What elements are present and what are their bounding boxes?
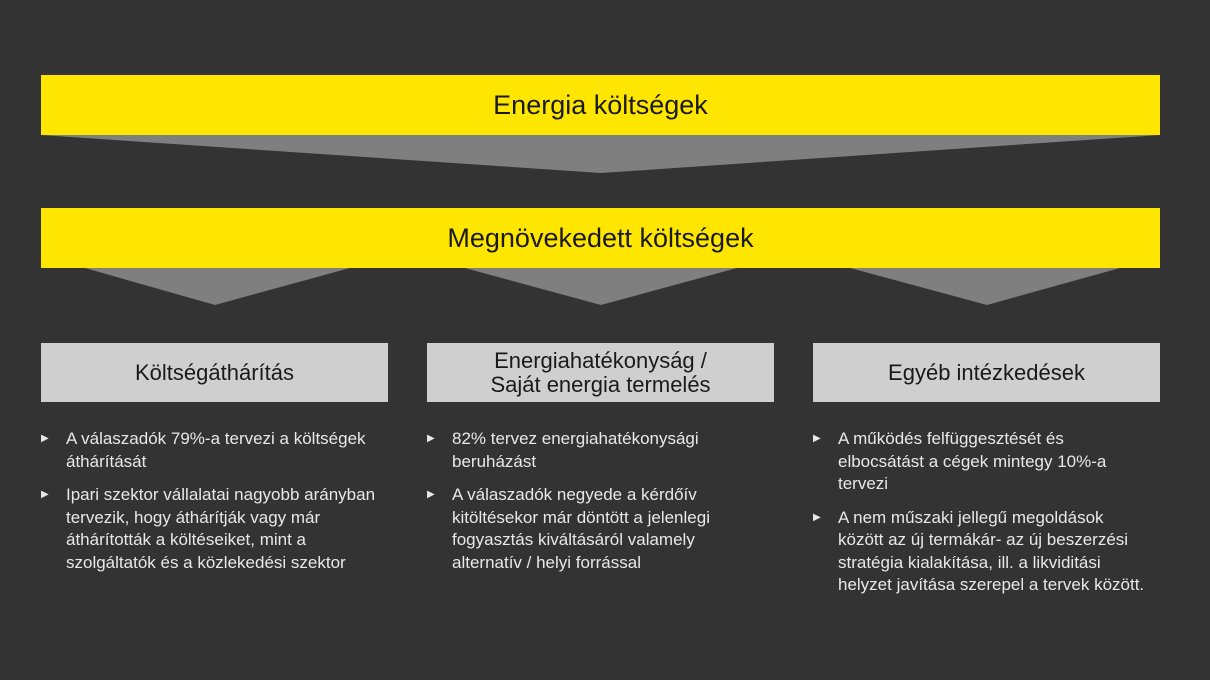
bullet-list-other-measures bbox=[813, 428, 1153, 608]
column-title-text: Költségáthárítás bbox=[135, 359, 294, 385]
triangle-bullet-icon: ▶ bbox=[427, 489, 435, 500]
column-title-text bbox=[490, 349, 710, 397]
list-item-text: A válaszadók 79%-a tervezi a költségek áthárítását bbox=[66, 429, 366, 471]
list-item-text: 82% tervez energiahatékonysági beruházást bbox=[452, 429, 699, 471]
funnel-arrow-top bbox=[41, 135, 1160, 173]
increased-costs-banner bbox=[41, 208, 1160, 268]
funnel-arrow-right bbox=[850, 268, 1120, 305]
bullet-list-cost-passthrough bbox=[41, 428, 381, 585]
list-item-text: A válaszadók negyede a kérdőív kitöltésekor már döntött a jelenlegi fogyasztás kiváltásáról valamely alternatív / helyi forrással bbox=[452, 485, 710, 572]
list-item bbox=[813, 507, 1153, 597]
list-item bbox=[41, 428, 381, 473]
list-item-text: A nem műszaki jellegű megoldások között az új termákár- az új beszerzési stratégia kialakítása, ill. a likviditási helyzet javítása szerepel a tervek között. bbox=[838, 507, 1145, 594]
list-item-text: A működés felfüggesztését és elbocsátást a cégek mintegy 10%-a tervezi bbox=[838, 429, 1107, 493]
column-title-line: Energiahatékonyság / bbox=[494, 347, 707, 373]
column-title-energy-efficiency bbox=[427, 343, 774, 402]
energy-costs-banner bbox=[41, 75, 1160, 135]
column-title-text: Egyéb intézkedések bbox=[888, 359, 1085, 385]
list-item bbox=[427, 428, 767, 473]
list-item-text: Ipari szektor vállalatai nagyobb arányban tervezik, hogy áthárítják vagy már áthárították a költéseiket, mint a szolgáltatók és a közlekedési szektor bbox=[66, 485, 376, 572]
column-title-other-measures bbox=[813, 343, 1160, 402]
triangle-bullet-icon: ▶ bbox=[41, 489, 49, 500]
list-item bbox=[427, 484, 767, 574]
list-item bbox=[41, 484, 381, 574]
list-item bbox=[813, 428, 1153, 496]
triangle-bullet-icon: ▶ bbox=[41, 433, 49, 444]
banner-title: Megnövekedett költségek bbox=[447, 222, 754, 253]
funnel-arrow-center bbox=[465, 268, 737, 305]
triangle-bullet-icon: ▶ bbox=[813, 511, 821, 523]
funnel-arrow-left bbox=[85, 268, 350, 305]
bullet-list-energy-efficiency bbox=[427, 428, 767, 585]
column-title-cost-passthrough bbox=[41, 343, 388, 402]
banner-title: Energia költségek bbox=[493, 89, 708, 120]
triangle-bullet-icon: ▶ bbox=[427, 433, 435, 444]
column-title-line: Saját energia termelés bbox=[490, 371, 711, 397]
triangle-bullet-icon: ▶ bbox=[813, 433, 821, 444]
